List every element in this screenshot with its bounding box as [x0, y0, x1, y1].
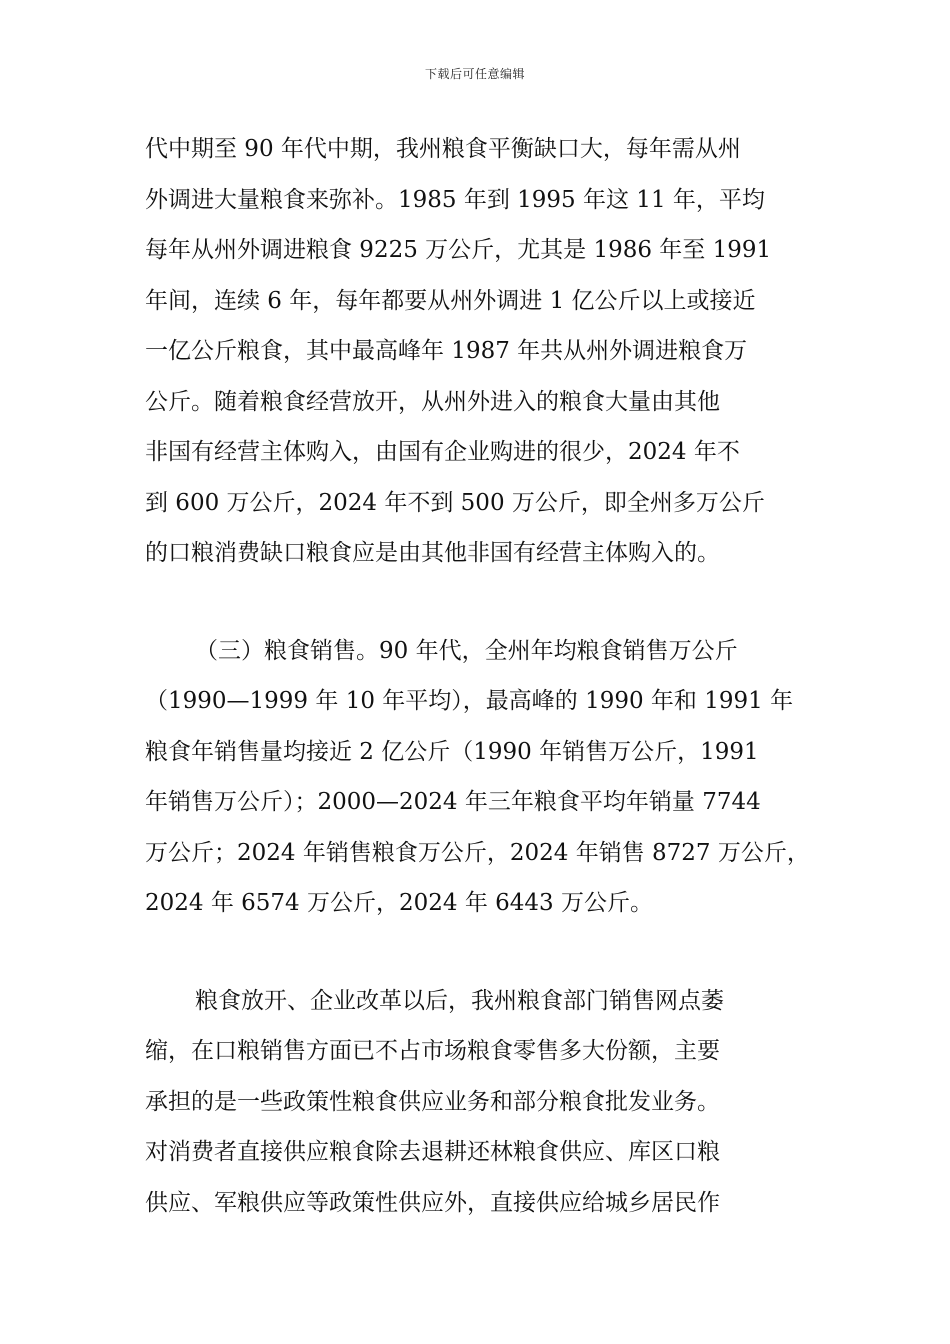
text-line: 2024 年 6574 万公斤，2024 年 6443 万公斤。	[145, 890, 653, 916]
text-line: 对消费者直接供应粮食除去退耕还林粮食供应、库区口粮	[145, 1139, 720, 1165]
text-line: 承担的是一些政策性粮食供应业务和部分粮食批发业务。	[145, 1088, 720, 1115]
paragraph-grain-imports	[145, 124, 810, 579]
text-line: 非国有经营主体购入，由国有企业购进的很少，2024 年不	[145, 439, 740, 465]
text-line: 年间，连续 6 年，每年都要从州外调进 1 亿公斤以上或接近	[145, 287, 756, 314]
text-line: 每年从州外调进粮食 9225 万公斤，尤其是 1986 年至 1991	[145, 237, 772, 263]
text-line: 外调进大量粮食来弥补。1985 年到 1995 年这 11 年，平均	[145, 186, 765, 213]
text-line: （1990—1999 年 10 年平均），最高峰的 1990 年和 1991 年	[145, 688, 794, 714]
text-line: 代中期至 90 年代中期，我州粮食平衡缺口大，每年需从州	[145, 136, 741, 162]
text-line: （三）粮食销售。90 年代，全州年均粮食销售万公斤	[195, 637, 738, 664]
text-line: 粮食年销售量均接近 2 亿公斤（1990 年销售万公斤，1991	[145, 738, 759, 765]
text-line: 年销售万公斤）；2000—2024 年三年粮食平均年销量 7744	[145, 789, 761, 815]
document-body	[145, 124, 810, 1228]
text-line: 到 600 万公斤，2024 年不到 500 万公斤，即全州多万公斤	[145, 489, 765, 516]
paragraph-sales-network	[145, 976, 810, 1229]
text-line: 一亿公斤粮食，其中最高峰年 1987 年共从州外调进粮食万	[145, 338, 748, 364]
text-line: 供应、军粮供应等政策性供应外，直接供应给城乡居民作	[145, 1189, 720, 1216]
header-note: 下载后可任意编辑	[424, 67, 525, 81]
text-line: 缩，在口粮销售方面已不占市场粮食零售多大份额，主要	[145, 1038, 720, 1064]
text-line: 的口粮消费缺口粮食应是由其他非国有经营主体购入的。	[145, 540, 720, 566]
text-line: 万公斤；2024 年销售粮食万公斤，2024 年销售 8727 万公斤，	[145, 839, 810, 866]
text-line: 粮食放开、企业改革以后，我州粮食部门销售网点萎	[195, 987, 724, 1014]
text-line: 公斤。随着粮食经营放开，从州外进入的粮食大量由其他	[145, 388, 720, 415]
paragraph-grain-sales	[145, 626, 810, 929]
